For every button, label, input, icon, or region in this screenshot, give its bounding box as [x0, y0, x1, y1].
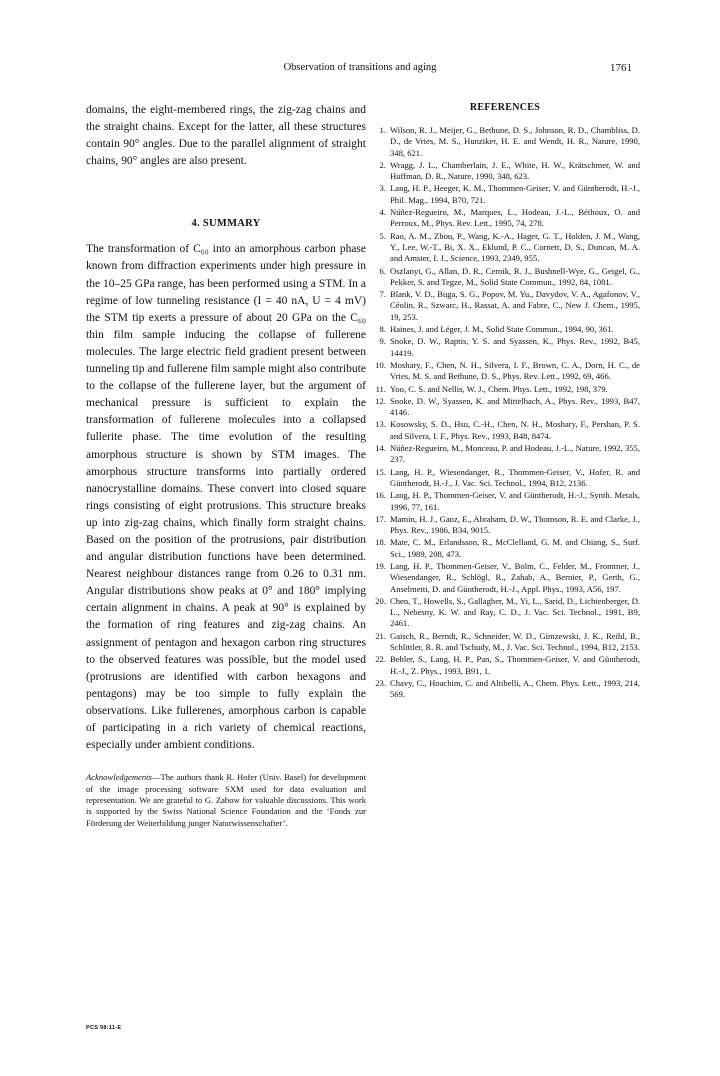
- reference-item: [370, 160, 640, 183]
- reference-text: Blank, V. D., Buga, S. G., Popov, M. Yu., Davydov, V. A., Agafonov, V., Céolin, R., Szwarc, H., Rassat, A. and Fabre, C., New J. Chem., 1995, 19, 253.: [390, 289, 640, 322]
- reference-item: [370, 596, 640, 630]
- reference-text: Mamin, H. J., Ganz, E., Abraham, D. W., Thomson, R. E. and Clarke, J., Phys. Rev., 1986, B34, 9015.: [390, 513, 640, 536]
- footer-code: PCS 98:11-E: [86, 1025, 122, 1031]
- reference-item: [370, 266, 640, 289]
- reference-item: [370, 467, 640, 490]
- reference-number: 1.: [379, 125, 386, 135]
- reference-text: Lang, H. P., Thommen-Geiser, V., Bolm, C., Felder, M., Frommer, J., Wiesendanger, R., Schlögl, R., Zahab, A., Bernier, P., Gerth, G., Anselmetti, D. and Güntherodt, H.-J., Appl. Phys., 1993, A56, 197.: [390, 560, 640, 594]
- reference-item: [370, 384, 640, 395]
- reference-item: [370, 324, 640, 335]
- reference-item: [370, 561, 640, 595]
- reference-text: Kosowsky, S. D., Hsu, C.-H., Chen, N. H., Moshary, F., Pershan, P. S. and Silvera, I. F., Phys. Rev., 1993, B48, 8474.: [390, 419, 640, 441]
- reference-number: 12.: [375, 395, 386, 406]
- reference-number: 18.: [375, 537, 386, 548]
- reference-item: [370, 289, 640, 323]
- reference-number: 3.: [379, 183, 386, 194]
- reference-number: 11.: [375, 383, 386, 394]
- reference-item: [370, 183, 640, 206]
- reference-text: Snoke, D. W., Syassen, K. and Mittelbach, A., Phys. Rev., 1993, B47, 4146.: [390, 395, 640, 418]
- reference-number: 19.: [375, 560, 386, 571]
- reference-item: [370, 207, 640, 230]
- reference-item: [370, 419, 640, 442]
- reference-number: 16.: [375, 490, 386, 501]
- reference-number: 13.: [375, 419, 386, 430]
- section-heading-summary: 4. SUMMARY: [191, 218, 261, 230]
- reference-text: Núñez-Regueiro, M., Marques, L., Hodeau, J.-L., Béthoux, O. and Perroux, M., Phys. Rev. Lett., 1995, 74, 278.: [390, 207, 640, 229]
- reference-item: [370, 514, 640, 537]
- reference-number: 2.: [379, 159, 386, 170]
- summary-paragraph: The transformation of C₆₀ into an amorphous carbon phase known from diffraction experiments under high pressure in the 10–25 GPa range, has been performed using a STM. In a regime of low tunneling resistance (I = 40 nA, U = 4 mV) the STM tip exerts a pressure of about 20 GPa on the C₆₀ thin film sample inducing the collapse of fullerene molecules. The large electric field gradient present between tunneling tip and fullerene film sample might also contribute to the collapse of the fullerene layer, but the argument of mechanical pressure is sufficient to explain the transformation of fullerene molecules into a collapsed fullerite phase. The time evolution of the resulting amorphous structure is shown by STM images. The amorphous structure transforms into partially ordered nanocrystalline domains. These convert into closed square rings consisting of eight protrusions. This structure breaks up into zig-zag chains, which finally form straight chains. Based on the position of the protrusions, pair distribution and angular distribution functions have been determined. Nearest neighbour distances range from 0.26 to 0.31 nm. Angular distributions show peaks at 0° and 180° implying certain alignment in chains. A peak at 90° is explained by the formation of ring features and zig-zag chains. An assignment of pentagon and hexagon carbon ring structures to the observed features was possible, but the model used (protrusions are identified with carbon hexagons and pentagons) may be too simple to fully explain the observations. Like fullerenes, amorphous carbon is capable of participating in a rich variety of chemical reactions, especially under ambient conditions.: [86, 243, 366, 752]
- reference-item: [370, 125, 640, 159]
- running-title: Observation of transitions and aging: [283, 62, 437, 73]
- reference-item: [370, 396, 640, 419]
- reference-text: Chavy, C., Hoachim, C. and Altibelli, A., Chem. Phys. Lett., 1993, 214, 569.: [390, 677, 640, 700]
- reference-number: 22.: [375, 654, 386, 665]
- right-column: [370, 102, 640, 702]
- reference-item: [370, 360, 640, 383]
- acknowledgements: [86, 772, 366, 829]
- reference-number: 4.: [379, 207, 386, 218]
- reference-text: Gaisch, R., Berndt, R., Schneider, W. D., Gimzewski, J. K., Reihl, B., Schlittler, R. R. and Tschudy, M., J. Vac. Sci. Technol., 1994, B12, 2153.: [390, 630, 640, 653]
- ack-label: Acknowledgements: [86, 772, 152, 783]
- reference-text: Chen, T., Howells, S., Gallagher, M., Yi, L., Sarid, D., Lichtenberger, D. L., Nebesny, K. W. and Ray, C. D., J. Vac. Sci. Technol., 1991, B9, 2461.: [390, 595, 640, 629]
- reference-number: 10.: [375, 359, 386, 370]
- reference-item: [370, 336, 640, 359]
- reference-text: Moshary, F., Chen, N. H., Silvera, I. F., Brown, C. A., Dorn, H. C., de Vries, M. S. and Bethune, D. S., Phys. Rev. Lett., 1992, 69, 466.: [390, 359, 640, 382]
- reference-number: 5.: [379, 230, 386, 241]
- page-number: 1761: [610, 62, 632, 74]
- reference-number: 17.: [375, 513, 386, 524]
- left-column: [86, 102, 366, 829]
- reference-list: [370, 125, 640, 701]
- reference-number: 21.: [375, 630, 386, 641]
- reference-text: Rao, A. M., Zhou, P., Wang, K.-A., Hager, G. T., Holden, J. M., Wang, Y., Lee, W.-T., Bi, X. X., Eklund, P. C., Cornett, D. S., Duncan, M. A. and Amster, I. J., Science, 1993, 2349, 955.: [390, 230, 640, 264]
- reference-text: Oszlanyi, G., Allan, D. R., Cernik, R. J., Bushnell-Wye, G., Geigel, G., Pekker, S. and Tegze, M., Solid State Commun., 1992, 84, 1081.: [390, 265, 640, 287]
- reference-text: Lang, H. P., Wiesendanger, R., Thommen-Geiser, V., Hofer, R. and Güntherodt, H.-J., J. Vac. Sci. Technol., 1994, B12, 2136.: [390, 466, 640, 488]
- reference-number: 14.: [375, 443, 386, 454]
- reference-number: 6.: [379, 265, 386, 276]
- reference-item: [370, 490, 640, 513]
- reference-item: [370, 678, 640, 701]
- reference-item: [370, 443, 640, 466]
- reference-text: Lang, H. P., Heeger, K. M., Thommen-Geiser, V. and Güntherodt, H.-J., Phil. Mag., 1994, B70, 721.: [390, 183, 640, 205]
- reference-item: [370, 631, 640, 654]
- reference-number: 20.: [375, 595, 386, 606]
- reference-text: Mate, C. M., Erlandsson, R., McClelland, G. M. and Chiang, S., Surf. Sci., 1989, 208, 473.: [390, 537, 640, 559]
- reference-text: Wragg, J. L., Chamberlain, J. E., White, H. W., Krätschmer, W. and Huffman, D. R., Nature, 1990, 348, 623.: [390, 159, 640, 182]
- reference-number: 15.: [375, 466, 386, 477]
- reference-item: [370, 231, 640, 265]
- reference-text: Haines, J. and Léger, J. M., Solid State Commun., 1994, 90, 361.: [390, 324, 614, 335]
- reference-number: 23.: [375, 677, 386, 688]
- references-heading: REFERENCES: [469, 102, 541, 113]
- reference-number: 9.: [379, 336, 386, 347]
- intro-paragraph: domains, the eight-membered rings, the zig-zag chains and the straight chains. Except for the latter, all these structures contain 90° angles. Due to the parallel alignment of straight chains, 90° angles are also present.: [86, 104, 366, 168]
- reference-text: Wilson, R. J., Meijer, G., Bethune, D. S., Johnson, R. D., Chambliss, D. D., de Vries, M. S., Hunziker, H. E. and Wendt, H. R., Nature, 1990, 348, 621.: [390, 125, 640, 158]
- reference-text: Yoo, C. S. and Nellis, W. J., Chem. Phys. Lett., 1992, 198, 379.: [390, 383, 608, 394]
- reference-item: [370, 537, 640, 560]
- reference-text: Núñez-Regueiro, M., Monceau, P. and Hodeau, J.-L., Nature, 1992, 355, 237.: [390, 443, 640, 465]
- reference-text: Snoke, D. W., Raptis, Y. S. and Syassen, K., Phys. Rev., 1992, B45, 14419.: [390, 336, 640, 358]
- reference-number: 7.: [379, 289, 386, 300]
- reference-text: Behler, S., Lang, H. P., Pan, S., Thommen-Geiser, V. and Güntherodt, H.-J., Z. Phys., 1993, B91, 1.: [390, 654, 640, 676]
- reference-number: 8.: [379, 324, 386, 335]
- ack-text: —The authors thank R. Hofer (Univ. Basel) for development of the image processing software SXM used for data evaluation and representation. We are grateful to G. Zabow for valuable discussions. This work is supported by the Swiss National Science Foundation and the ‘Fonds zur Förderung der Weiterbildung junger Naturwissenschafter’.: [86, 772, 366, 828]
- reference-item: [370, 654, 640, 677]
- reference-text: Lang, H. P., Thommen-Geiser, V. and Güntherodt, H.-J., Synth. Metals, 1996, 77, 161.: [390, 490, 640, 512]
- page-header: [0, 62, 720, 78]
